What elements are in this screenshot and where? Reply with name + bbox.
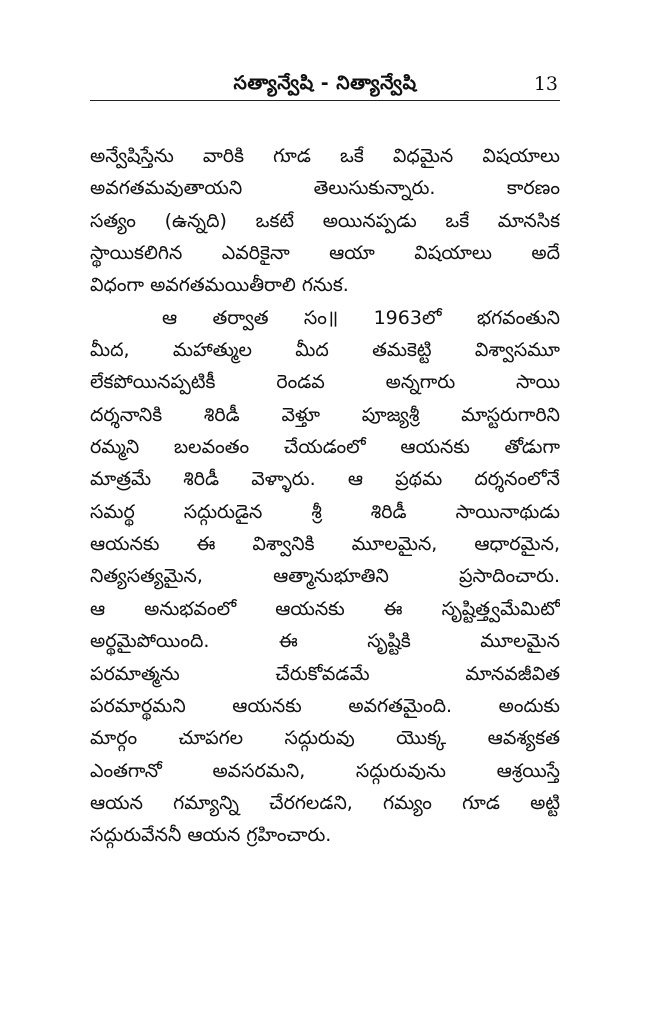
text-line: నిత్యసత్యమైన, ఆత్మానుభూతిని ప్రసాదించారు. <box>90 565 560 588</box>
text-line: ఆయనకు ఈ విశ్వానికి మూలమైన, ఆధారమైన, <box>90 533 560 556</box>
text-line: ఆ అనుభవంలో ఆయనకు ఈ సృష్టిత్త్వమేమిటో <box>90 597 560 620</box>
body-text <box>90 140 560 852</box>
text-line: ఎంతగానో అవసరమని, సద్గురువును ఆశ్రయిస్తే <box>90 759 560 782</box>
text-line: అన్వేషిస్తేను వారికి గూడ ఒకే విధమైన విషయాలు <box>90 145 560 167</box>
text-line: మాత్రమే శిరిడీ వెళ్ళారు. ఆ ప్రథమ దర్శనంలోనే <box>90 468 560 491</box>
text-line: అర్థమైపోయింది. ఈ సృష్టికి మూలమైన <box>90 630 560 653</box>
text-line: ఆయన గమ్యాన్ని చేరగలడని, గమ్యం గూడ అట్టి <box>90 791 560 814</box>
text-line: స్థాయికలిగిన ఎవరికైనా ఆయా విషయాలు అదే <box>90 242 560 265</box>
text-line: దర్శనానికి శిరిడీ వెళ్తూ పూజ్యశ్రీ మాస్టరుగారిని <box>90 403 560 426</box>
text-line: పరమాత్మను చేరుకోవడమే మానవజీవిత <box>90 662 560 685</box>
text-line: సమర్థ సద్గురుడైన శ్రీ శిరిడీ సాయినాథుడు <box>90 500 560 523</box>
text-line: రమ్మని బలవంతం చేయడంలో ఆయనకు తోడుగా <box>90 436 560 459</box>
text-line: విధంగా అవగతమయితీరాలి గనుక. <box>90 274 349 297</box>
page-header <box>90 66 560 101</box>
text-line: మీద, మహాత్ముల మీద తమకెట్టి విశ్వాసమూ <box>90 339 560 362</box>
text-line: అవగతమవుతాయని తెలుసుకున్నారు. కారణం <box>90 177 560 200</box>
text-line: సత్యం (ఉన్నది) ఒకటే అయినప్పడు ఒకే మానసిక <box>90 209 560 232</box>
text-line: సద్గురువేననీ ఆయన గ్రహించారు. <box>90 824 332 847</box>
running-title: సత్యాన్వేషి - నిత్యాన్వేషి <box>233 72 417 94</box>
text-line: మార్గం చూపగల సద్గురువు యొక్క ఆవశ్యకత <box>90 727 560 750</box>
page-number: 13 <box>533 73 558 95</box>
text-line: లేకపోయినప్పటికీ రెండవ అన్నగారు సాయి <box>90 371 560 394</box>
text-line: పరమార్థమని ఆయనకు అవగతమైంది. అందుకు <box>90 694 560 717</box>
text-line: ఆ తర్వాత సం॥ 1963లో భగవంతుని <box>162 306 560 329</box>
